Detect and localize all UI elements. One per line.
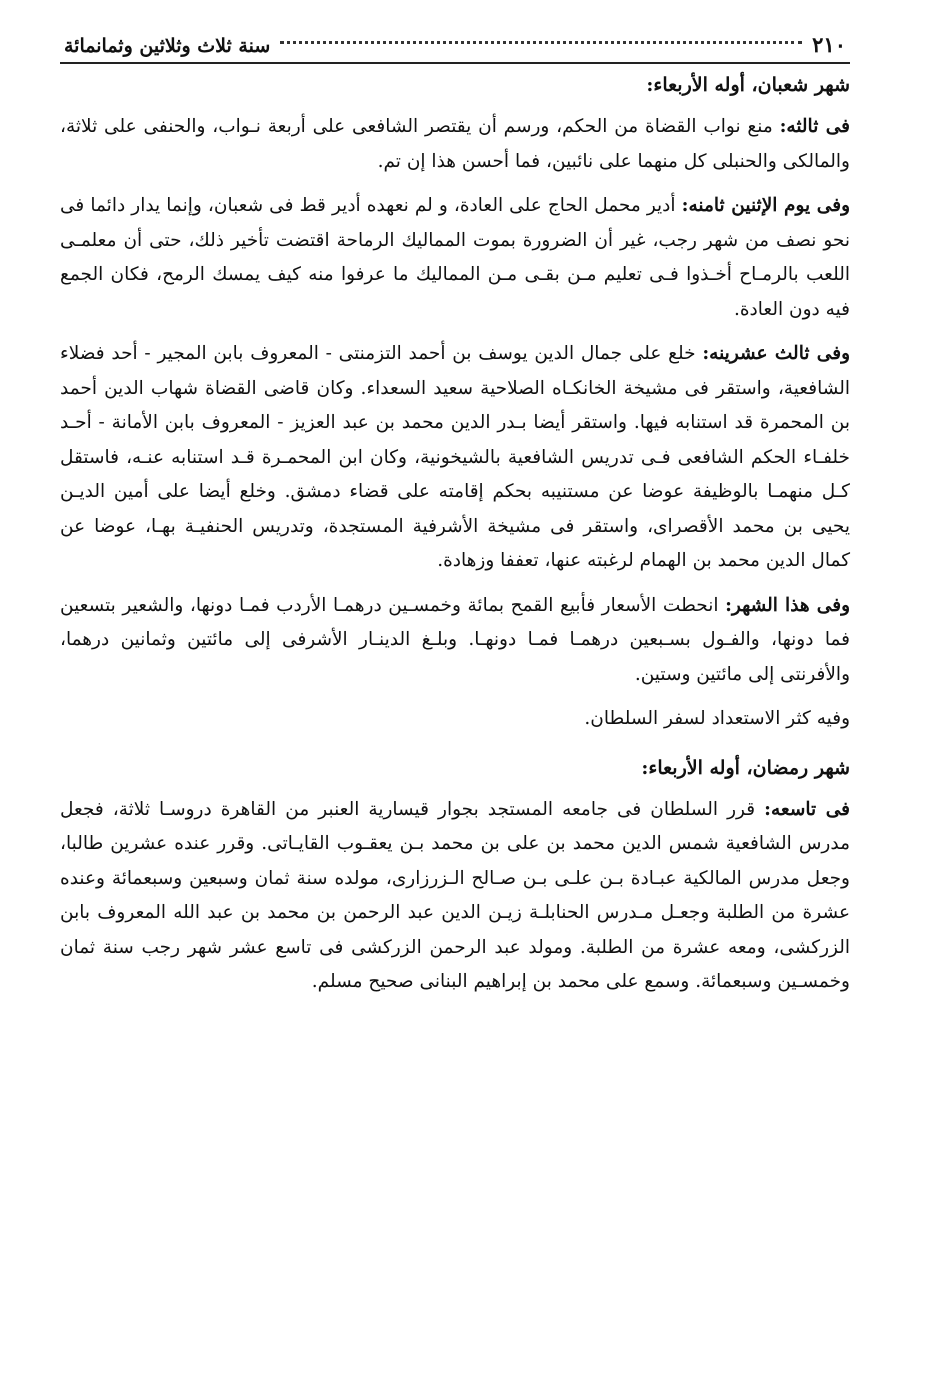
paragraph-this-month-prices [60, 589, 850, 693]
paragraph-body: انحطت الأسعار فأبيع القمح بمائة وخمسـين درهمـا الأردب فمـا دونها، والشعير بتسعين فما دونها، والفـول بسـبعين درهمـا فمـا دونهـا. وبلـغ الدينـار الأشرفى إلى مائتين وثمانين درهما، والأفرنتى إلى مائتين وستين. [60, 594, 850, 685]
section-heading-shaban: شهر شعبان، أوله الأربعاء: [646, 74, 850, 96]
paragraph-twenty-third [60, 337, 850, 579]
page-number: ٢١٠ [812, 32, 846, 57]
running-header [60, 28, 850, 64]
paragraph-monday-eighth [60, 189, 850, 327]
paragraph-lead: فى تاسعه: [764, 798, 850, 820]
paragraph-sultan-travel [60, 702, 850, 737]
paragraph-body: وفيه كثر الاستعداد لسفر السلطان. [584, 708, 850, 729]
running-title: سنة ثلاث وثلاثين وثمانمائة [64, 35, 271, 57]
paragraph-body: أدير محمل الحاج على العادة، و لم نعهده أدير قط فى شعبان، وإنما يدار دائما فى نحو نصف من شهر رجب، غير أن الضرورة بموت المماليك الرماحة اقتضت تأخير ذلك، حتى أن معلمـى اللعب بالرمـاح أخـذوا فـى تعليم مـن بقـى مـن المماليك ما عرفوا منه كيف يمسك الرمح، فكان الجمع فيه دون العادة. [60, 195, 850, 320]
header-dot-leader [280, 41, 802, 44]
paragraph-lead: فى ثالثه: [779, 116, 850, 137]
paragraph-lead: وفى يوم الإثنين ثامنه: [681, 195, 850, 216]
paragraph-body: منع نواب القضاة من الحكم، ورسم أن يقتصر الشافعى على أربعة نـواب، والحنفى على ثلاثة، والمالكى والحنبلى كل منهما على نائبين، فما أحسن هذا إن تم. [60, 116, 850, 172]
paragraph-lead: وفى هذا الشهر: [725, 594, 850, 616]
paragraph-lead: وفى ثالث عشرينه: [702, 343, 851, 364]
section-heading-ramadan: شهر رمضان، أوله الأربعاء: [641, 756, 850, 779]
paragraph-third-of-month [60, 110, 850, 179]
paragraph-body: خلع على جمال الدين يوسف بن أحمد التزمنتى - المعروف بابن المجير - أحد فضلاء الشافعية، واستقر فى مشيخة الخانكـاه الصلاحية سعيد السعداء. وكان قاضى القضاة شهاب الدين أحمد بن المحمرة قد استنابه فيها. واستقر أيضا بـدر الدين محمد بن عبد العزيز - المعروف بابن الأمانة - أحـد خلفـاء الحكم الشافعى فـى تدريس الشافعية بالشيخونية، وكان ابن المحمـرة قـد استنابه عنـه، فاستقل كـل منهمـا بالوظيفة عوضا عن مستنيبه بحكم إقامته على قضاء دمشق. وخلع أيضا على أمين الديـن يحيى بن محمد الأقصراى، واستقر فى مشيخة الأشرفية المستجدة، وتدريس الحنفيـة بهـا، عوضا عن كمال الدين محمد بن الهمام لرغبته عنها، تعففا وزهادة. [60, 343, 850, 571]
paragraph-ninth-of-month [60, 793, 850, 1000]
book-page [60, 28, 850, 1010]
paragraph-body: قرر السلطان فى جامعه المستجد بجوار قيسارية العنبر من القاهرة دروسـا ثلاثة، فجعل مدرس الشافعية شمس الدين محمد بن على بن محمد بـن يعقـوب القايـاتى. وقرر عنده عشرين طالبا، وجعل مدرس المالكية عبـادة بـن علـى بـن صـالح الـزرزارى، مولده سنة ثمان وسبعين وسبعمائة وعنده عشرة من الطلبة وجعـل مـدرس الحنابلـة زيـن الدين عبد الرحمن بن محمد بن عبد الله المعروف بابن الزركشى، ومعه عشرة من الطلبة. ومولد عبد الرحمن الزركشى فى تاسع عشر شهر رجب سنة ثمان وخمسـين وسبعمائة. وسمع على محمد بن إبراهيم البنانى صحيح مسلم. [60, 798, 850, 992]
